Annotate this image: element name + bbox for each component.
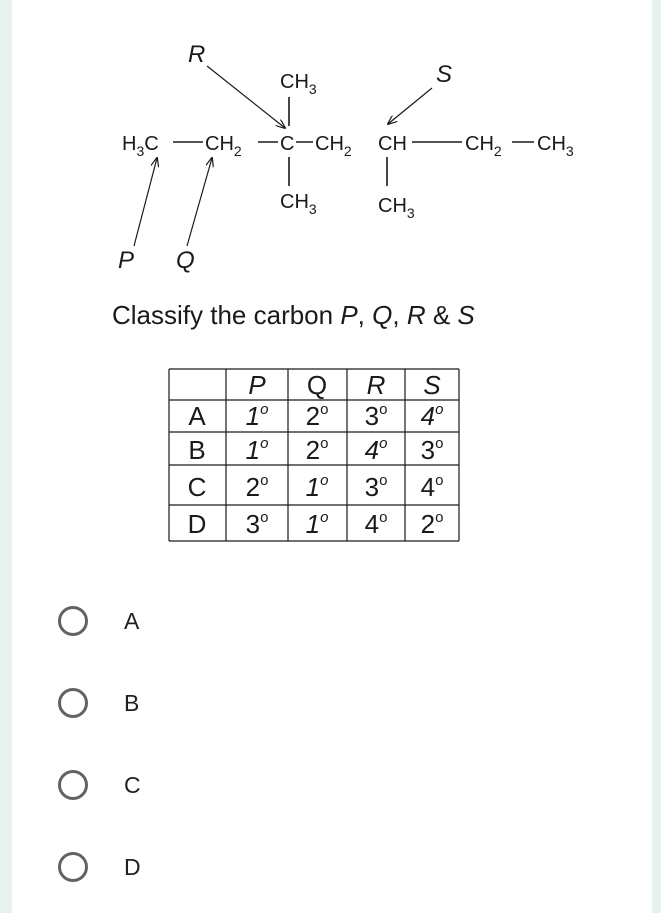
a-s-num: 4 (420, 401, 436, 431)
table-cell-b-r (365, 435, 388, 465)
b-s-deg: o (435, 435, 444, 452)
question-text (112, 300, 592, 331)
c-p-num: 2 (245, 472, 261, 502)
top-sub: 3 (308, 81, 317, 97)
d-p-deg: o (260, 509, 269, 526)
option-c[interactable] (54, 760, 614, 842)
bottom-c-sub: 3 (308, 201, 317, 217)
table-row-c-key: C (187, 472, 207, 502)
option-a[interactable] (54, 596, 614, 678)
branch-ch3-bottom-ch (378, 195, 415, 221)
answer-options (54, 596, 614, 924)
c-s-deg: o (435, 472, 444, 489)
table-cell-a-s (421, 401, 444, 431)
label-q: Q (176, 247, 195, 274)
chain-ch3-end (537, 133, 574, 159)
table-cell-a-p (246, 401, 269, 431)
c-q-deg: o (320, 472, 329, 489)
option-a-label: A (124, 608, 140, 634)
d-r-num: 4 (364, 509, 380, 539)
arrow-p (134, 158, 157, 246)
chain-ch2-q (205, 133, 242, 159)
ch3-end-ch: CH (537, 133, 566, 155)
chain-quaternary-c: C (280, 133, 295, 155)
table-header-q: Q (306, 370, 328, 400)
table-cell-c-q (306, 472, 329, 502)
radio-button-a[interactable] (58, 606, 88, 636)
a-s-deg: o (435, 401, 444, 418)
label-r: R (188, 41, 206, 68)
arrow-s (388, 88, 432, 124)
table-cell-b-p (246, 435, 269, 465)
b-r-deg: o (379, 435, 388, 452)
question-r: R (406, 300, 426, 330)
table-cell-d-s (421, 509, 444, 539)
b-s-num: 3 (420, 435, 436, 465)
arrow-r (207, 66, 285, 128)
option-d-label: D (124, 854, 141, 880)
d-q-num: 1 (305, 509, 321, 539)
b-r-num: 4 (364, 435, 380, 465)
bottom-c-ch: CH (280, 191, 309, 213)
table-header-p: P (248, 370, 266, 400)
option-d[interactable] (54, 842, 614, 924)
a-q-num: 2 (305, 401, 321, 431)
table-header-s: S (423, 370, 441, 400)
ch2-q-ch: CH (205, 133, 234, 155)
table-cell-a-q (306, 401, 329, 431)
ch3-end-sub: 3 (565, 143, 574, 159)
c-q-num: 1 (305, 472, 321, 502)
radio-button-c[interactable] (58, 770, 88, 800)
table-cell-c-r (365, 472, 388, 502)
chain-h3c (122, 133, 159, 159)
a-r-deg: o (379, 401, 388, 418)
bottom-ch-ch: CH (378, 195, 407, 217)
chain-ch2-end (465, 133, 502, 159)
ch2-end-ch: CH (465, 133, 494, 155)
label-p: P (118, 247, 135, 274)
chain-ch2-mid (315, 133, 352, 159)
table-row-a-key: A (188, 401, 206, 431)
chain-ch: CH (378, 133, 407, 155)
h3c-h: H (122, 133, 137, 155)
b-q-deg: o (320, 435, 329, 452)
h3c-sub: 3 (136, 143, 145, 159)
option-b[interactable] (54, 678, 614, 760)
bottom-ch-sub: 3 (406, 205, 415, 221)
table-cell-b-q (306, 435, 329, 465)
c-r-deg: o (379, 472, 388, 489)
table-cell-c-s (421, 472, 444, 502)
table-row-b-key: B (188, 435, 206, 465)
branch-ch3-top (280, 71, 317, 97)
question-sep-1: , (357, 300, 373, 330)
d-q-deg: o (320, 509, 329, 526)
table-cell-d-p (246, 509, 269, 539)
question-sep-2: , (392, 300, 407, 330)
a-q-deg: o (320, 401, 329, 418)
ch2-end-sub: 2 (493, 143, 502, 159)
arrow-q (187, 158, 212, 246)
a-p-num: 1 (245, 401, 261, 431)
b-q-num: 2 (305, 435, 321, 465)
c-r-num: 3 (364, 472, 380, 502)
question-s: S (457, 300, 475, 330)
b-p-num: 1 (245, 435, 261, 465)
c-p-deg: o (260, 472, 269, 489)
d-s-num: 2 (420, 509, 436, 539)
question-sep-3: & (425, 300, 458, 330)
a-r-num: 3 (364, 401, 380, 431)
top-ch: CH (280, 71, 309, 93)
d-s-deg: o (435, 509, 444, 526)
branch-ch3-bottom-c (280, 191, 317, 217)
label-s: S (436, 61, 453, 88)
question-q: Q (372, 300, 393, 330)
option-c-label: C (124, 772, 141, 798)
radio-button-b[interactable] (58, 688, 88, 718)
h3c-c: C (144, 133, 159, 155)
ch2-q-sub: 2 (233, 143, 242, 159)
c-s-num: 4 (420, 472, 436, 502)
ch2-mid-ch: CH (315, 133, 344, 155)
table-cell-d-q (306, 509, 329, 539)
table-cell-d-r (365, 509, 388, 539)
d-p-num: 3 (245, 509, 261, 539)
b-p-deg: o (260, 435, 269, 452)
ch2-mid-sub: 2 (343, 143, 352, 159)
table-cell-a-r (365, 401, 388, 431)
table-header-r: R (366, 370, 386, 400)
a-p-deg: o (260, 401, 269, 418)
classification-table (169, 369, 459, 541)
table-cell-b-s (421, 435, 444, 465)
d-r-deg: o (379, 509, 388, 526)
question-prefix: Classify the carbon (112, 300, 341, 330)
question-p: P (340, 300, 358, 330)
option-b-label: B (124, 690, 140, 716)
table-cell-c-p (246, 472, 269, 502)
table-row-d-key: D (187, 509, 207, 539)
radio-button-d[interactable] (58, 852, 88, 882)
molecule-structure (118, 41, 574, 274)
